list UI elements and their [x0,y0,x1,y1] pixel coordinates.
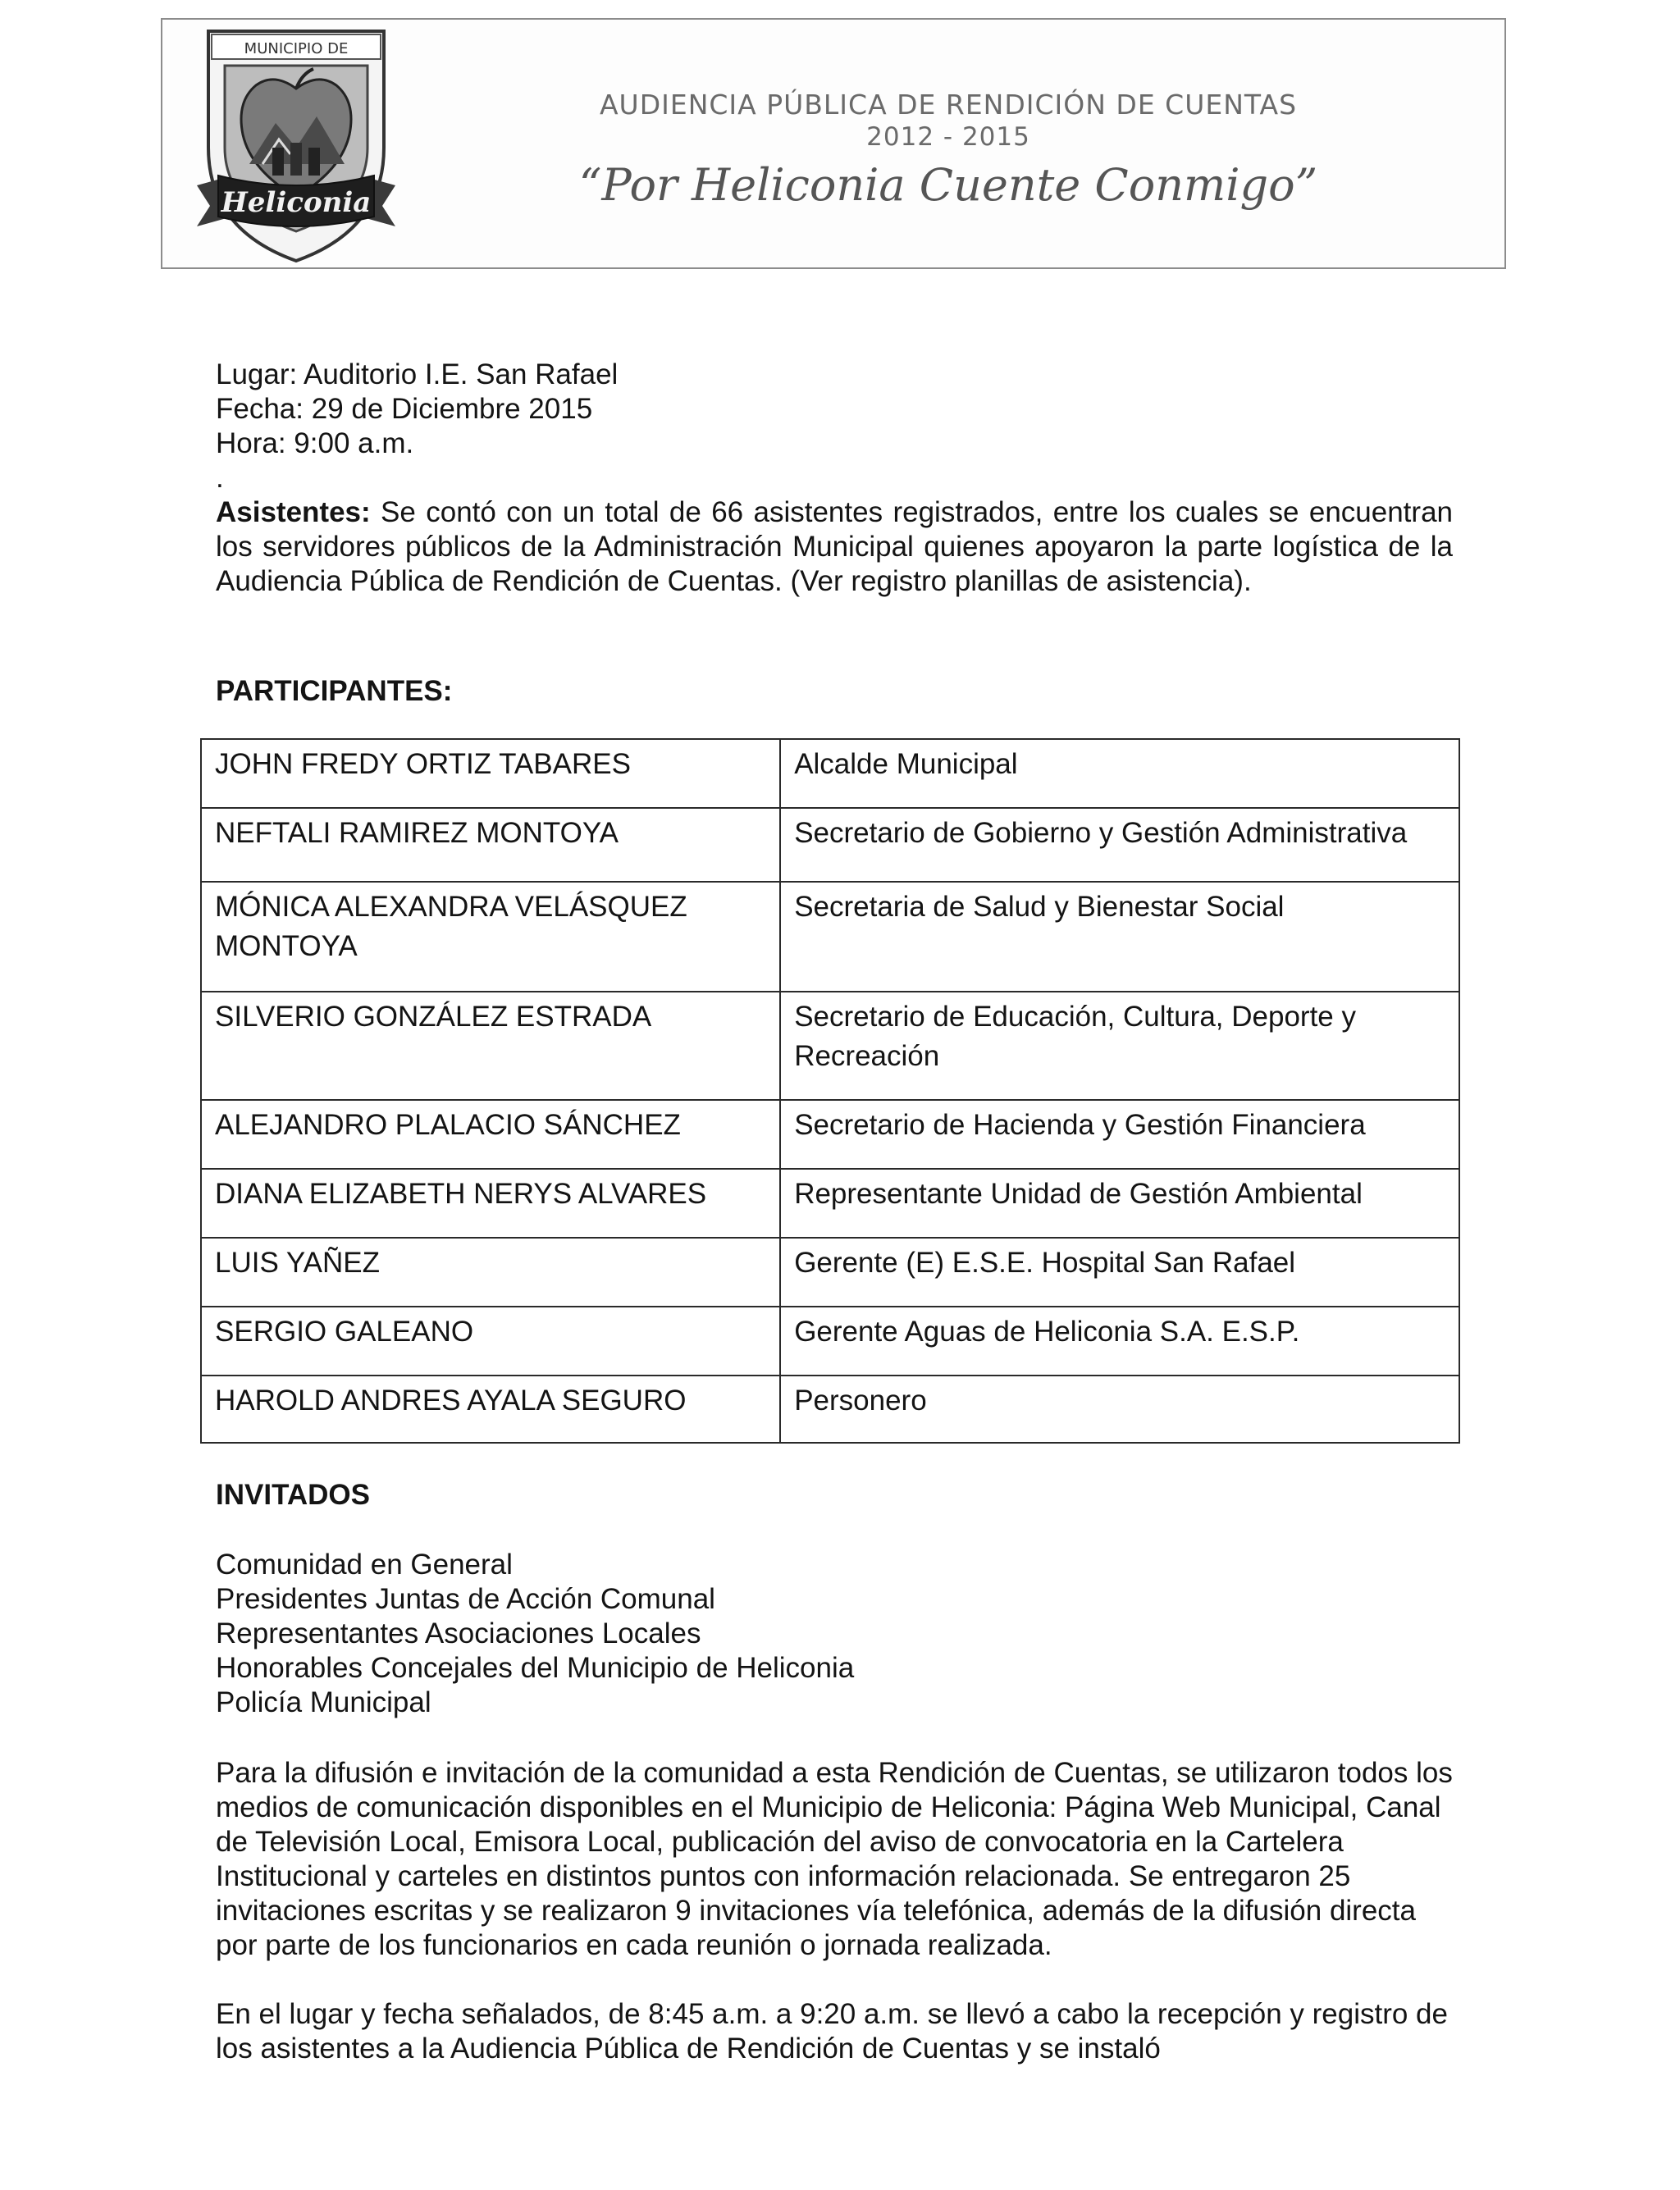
participant-name: SERGIO GALEANO [201,1307,780,1376]
participant-role: Gerente (E) E.S.E. Hospital San Rafael [780,1238,1459,1307]
header-slogan: “Por Heliconia Cuente Conmigo” [578,159,1318,211]
header-text-block [409,89,1488,212]
list-item: Presidentes Juntas de Acción Comunal [216,1583,715,1615]
table-row [201,808,1459,882]
table-row [201,739,1459,808]
meeting-info [216,358,1453,495]
registro-paragraph: En el lugar y fecha señalados, de 8:45 a.m. a 9:20 a.m. se llevó a cabo la recepción y registro de los asistentes a la Audiencia Pública de Rendición de Cuentas y se instaló [216,1998,1448,2065]
header-title: AUDIENCIA PÚBLICA DE RENDICIÓN DE CUENTAS [599,89,1298,121]
meeting-time: Hora: 9:00 a.m. [216,427,414,459]
participants-title: PARTICIPANTES: [216,675,453,707]
attendees-text: Se contó con un total de 66 asistentes registrados, entre los cuales se encuentran los servidores públicos de la Administración Municipal quienes apoyaron la parte logística de la Audiencia Pública de Rendición de Cuentas. (Ver registro planillas de asistencia). [216,496,1453,597]
invitados-title: INVITADOS [216,1479,370,1511]
document-header [161,18,1506,269]
attendees-paragraph [216,495,1453,599]
participants-table [200,738,1460,1444]
participant-name: JOHN FREDY ORTIZ TABARES [201,739,780,808]
participant-role: Secretario de Hacienda y Gestión Financiera [780,1100,1459,1169]
participant-name: NEFTALI RAMIREZ MONTOYA [201,808,780,882]
svg-text:MUNICIPIO DE: MUNICIPIO DE [244,40,349,57]
participant-role: Gerente Aguas de Heliconia S.A. E.S.P. [780,1307,1459,1376]
participant-name: HAROLD ANDRES AYALA SEGURO [201,1376,780,1443]
participant-role: Alcalde Municipal [780,739,1459,808]
meeting-place: Lugar: Auditorio I.E. San Rafael [216,358,619,390]
municipality-logo [194,25,399,264]
table-row [201,1100,1459,1169]
invitados-list [216,1548,1453,1720]
svg-text:Heliconia: Heliconia [221,186,372,219]
table-row [201,1238,1459,1307]
participant-role: Secretario de Educación, Cultura, Deporte y Recreación [780,992,1459,1100]
attendees-label: Asistentes: [216,496,371,528]
table-row [201,1376,1459,1443]
participant-name: ALEJANDRO PLALACIO SÁNCHEZ [201,1100,780,1169]
participant-role: Secretaria de Salud y Bienestar Social [780,882,1459,992]
header-years: 2012 - 2015 [866,122,1030,152]
participant-name: MÓNICA ALEXANDRA VELÁSQUEZ MONTOYA [201,882,780,992]
participant-name: LUIS YAÑEZ [201,1238,780,1307]
list-item: Honorables Concejales del Municipio de Heliconia [216,1652,855,1684]
participant-role: Personero [780,1376,1459,1443]
participant-role: Representante Unidad de Gestión Ambiental [780,1169,1459,1238]
list-item: Representantes Asociaciones Locales [216,1617,701,1649]
list-item: Policía Municipal [216,1686,431,1718]
difusion-paragraph: Para la difusión e invitación de la comunidad a esta Rendición de Cuentas, se utilizaron todos los medios de comunicación disponibles en el Municipio de Heliconia: Página Web Municipal, Canal de Televisión Local, Emisora Local, publicación del aviso de convocatoria en la Cartelera Institucional y carteles en distintos puntos con información relacionada. Se entregaron 25 invitaciones escritas y se realizaron 9 invitaciones vía telefónica, además de la difusión directa por parte de los funcionarios en cada reunión o jornada realizada. [216,1757,1453,1961]
meeting-separator: . [216,462,224,494]
table-row [201,1307,1459,1376]
participant-role: Secretario de Gobierno y Gestión Administrativa [780,808,1459,882]
table-row [201,882,1459,992]
table-row [201,992,1459,1100]
participant-name: DIANA ELIZABETH NERYS ALVARES [201,1169,780,1238]
participant-name: SILVERIO GONZÁLEZ ESTRADA [201,992,780,1100]
list-item: Comunidad en General [216,1549,513,1581]
meeting-date: Fecha: 29 de Diciembre 2015 [216,393,593,425]
table-row [201,1169,1459,1238]
